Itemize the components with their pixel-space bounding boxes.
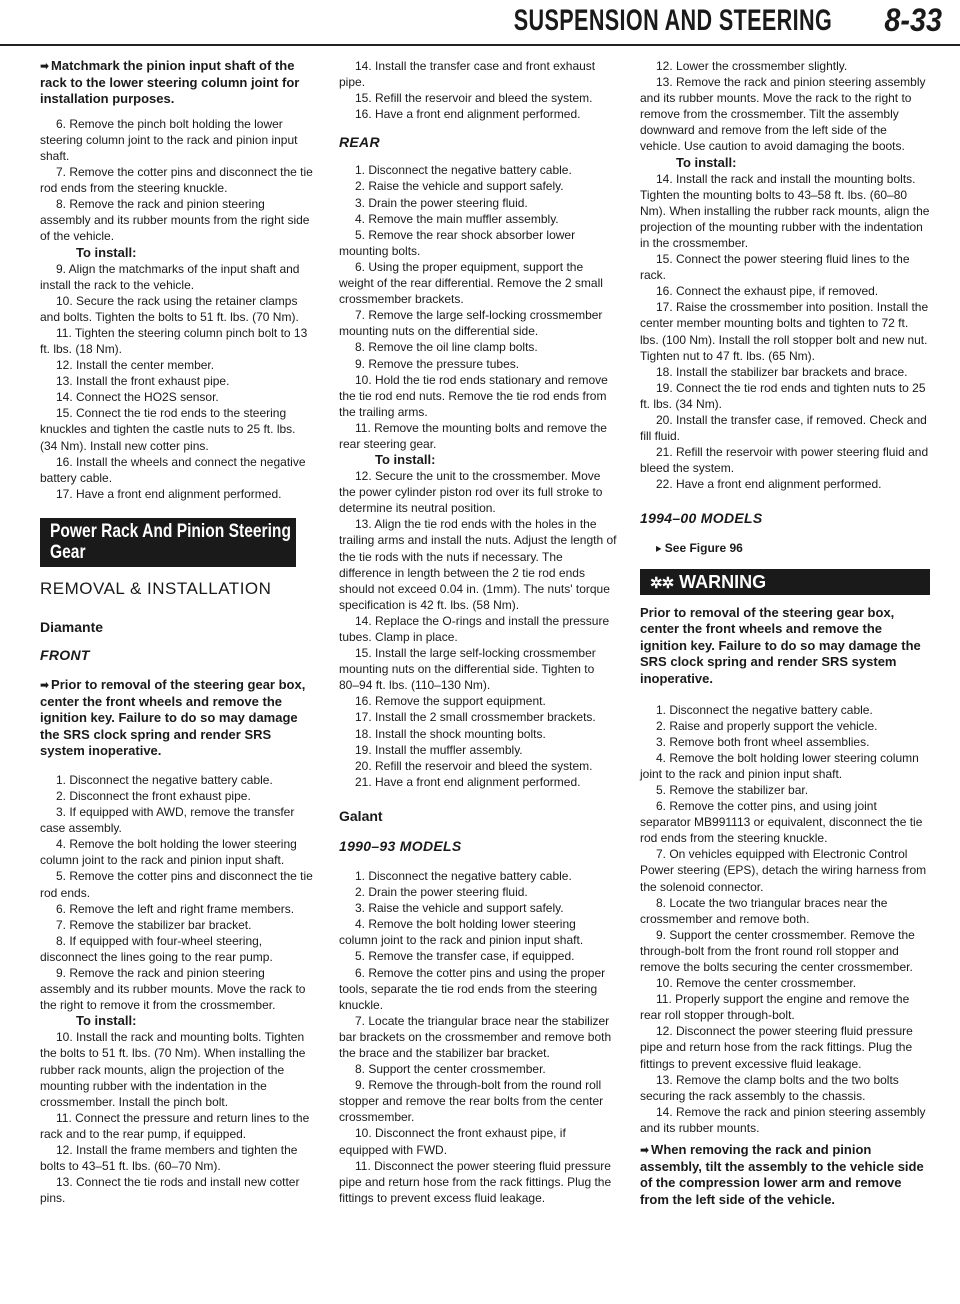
step: 16. Have a front end alignment performed. [355,107,581,122]
step: 3. Raise the vehicle and support safely. [355,901,564,916]
step: 2. Raise the vehicle and support safely. [355,179,564,194]
caution-note: ➡ Prior to removal of the steering gear box, center the front wheels and remove the ignition key. Failure to do so may damage the SRS clock spring and render SRS system inoperative. [40,676,306,759]
step: 15. Refill the reservoir and bleed the system. [355,91,593,106]
step: 9. Remove the through-bolt from the round roll stopper and remove the rear bolts from the center crossmember. [339,1078,604,1125]
step: 10. Hold the tie rod ends stationary and remove the tie rod end nuts. Remove the tie rod ends from the trailing arms. [339,372,608,419]
warning-text: Prior to removal of the steering gear box, center the front wheels and remove the ignition key. Failure to do so may damage the SRS clock spring and render SRS system inoperative. [640,604,921,686]
step: 14. Remove the rack and pinion steering assembly and its rubber mounts. [640,1104,926,1135]
page-header [0,0,960,46]
step: 11. Disconnect the power steering fluid pressure pipe and return hose from the rack fittings. Plug the fittings to prevent excess fluid leakage. [339,1158,612,1205]
step: 7. On vehicles equipped with Electronic Control Power steering (EPS), detach the wiring harness from the solenoid connector. [640,847,927,894]
install-label: To install: [375,452,436,468]
step: 10. Install the rack and mounting bolts. Tighten the bolts to 51 ft. lbs. (70 Nm). When installing the rubber rack mounts, align the projection of the mounting rubber with the indentation in the crossmember. Install the pinch bolt. [40,1030,306,1109]
step: 16. Connect the exhaust pipe, if removed. [656,284,879,299]
step: 14. Connect the HO2S sensor. [56,390,219,405]
step: 10. Secure the rack using the retainer clamps and bolts. Tighten the bolts to 51 ft. lbs. (70 Nm). [40,293,299,324]
step: 11. Connect the pressure and return lines to the rack and to the rear pump, if equipped. [40,1110,310,1141]
step: 17. Raise the crossmember into position. Install the center member mounting bolts and tighten to 72 ft. lbs. (100 Nm). Install the roll stopper bolt and new nut. Tighten nut to 47 ft. lbs. (65 Nm). [640,300,929,363]
step: 2. Drain the power steering fluid. [355,885,528,900]
step: 6. Using the proper equipment, support the weight of the rear differential. Remove the 2 small crossmember brackets. [339,259,603,307]
step: 7. Remove the cotter pins and disconnect the tie rod ends from the steering knuckle. [40,165,313,196]
step: 12. Secure the unit to the crossmember. Move the power cylinder piston rod over its full stroke to determine its neutral position. [339,469,603,516]
step: 7. Remove the stabilizer bar bracket. [56,917,252,932]
step: 7. Remove the large self-locking crossmember mounting nuts on the differential side. [339,308,603,339]
step: 15. Connect the power steering fluid lines to the rack. [640,252,910,283]
step: 8. If equipped with four-wheel steering, disconnect the lines going to the rear pump. [40,933,273,964]
install-label: To install: [76,244,137,260]
subheading-1990-93: 1990–93 MODELS [339,837,462,854]
step: 17. Have a front end alignment performed. [56,486,282,501]
section-banner [40,518,296,567]
step: 10. Remove the center crossmember. [656,976,857,991]
step: 8. Remove the oil line clamp bolts. [355,340,538,355]
step: 6. Remove the pinch bolt holding the lower steering column joint to the rack and pinion input shaft. [40,116,298,163]
step: 13. Remove the rack and pinion steering assembly and its rubber mounts. Move the rack to the right to remove from the crossmember. Tilt the assembly downward and remove from the left side of the vehicle. Use caution to avoid damaging the boots. [640,75,926,154]
step: 19. Install the muffler assembly. [355,742,523,757]
column-3 [640,58,930,1208]
step: 5. Remove the stabilizer bar. [656,782,809,797]
subheading-rear: REAR [339,134,380,151]
step: 13. Install the front exhaust pipe. [56,374,230,389]
install-label: To install: [676,154,737,170]
step: 3. If equipped with AWD, remove the transfer case assembly. [40,805,295,836]
step: 22. Have a front end alignment performed. [656,477,882,492]
step: 5. Remove the rear shock absorber lower mounting bolts. [339,227,576,258]
warning-icon: ✲✲ [650,574,674,592]
step: 4. Remove the bolt holding lower steering column joint to the rack and pinion input shaft. [339,917,584,948]
note-arrow-icon: ➡ [40,59,50,73]
note-arrow-icon: ➡ [640,1143,650,1158]
step: 21. Have a front end alignment performed. [355,774,581,789]
step: 8. Locate the two triangular braces near the crossmember and remove both. [640,895,888,926]
step: 14. Install the transfer case and front exhaust pipe. [339,59,596,90]
step: 7. Locate the triangular brace near the stabilizer bar brackets on the crossmember and remove both the brace and the stabilizer bar bracket. [339,1013,612,1060]
step: 4. Remove the bolt holding lower steering column joint to the rack and pinion input shaft. [640,750,919,781]
step: 15. Connect the tie rod ends to the steering knuckles and tighten the castle nuts to 25 ft. lbs. (34 Nm). Install new cotter pins. [40,406,296,453]
step: 1. Disconnect the negative battery cable. [56,772,273,787]
step: 10. Disconnect the front exhaust pipe, if equipped with FWD. [339,1126,566,1157]
page-title: SUSPENSION AND STEERING [513,4,832,37]
step: 9. Align the matchmarks of the input shaft and install the rack to the vehicle. [40,261,300,292]
step: 11. Properly support the engine and remove the rear roll stopper through-bolt. [640,992,910,1023]
banner-line-2: Gear [50,541,86,563]
removal-heading: REMOVAL & INSTALLATION [40,578,272,598]
step: 16. Remove the support equipment. [355,694,546,709]
subheading-1994-00: 1994–00 MODELS [640,510,763,527]
matchmark-note: ➡ Matchmark the pinion input shaft of the rack to the lower steering column joint for installation purposes. [40,58,300,107]
step: 8. Support the center crossmember. [355,1062,546,1077]
step: 12. Disconnect the power steering fluid pressure pipe and return hose from the rack fittings. Plug the fittings to prevent excessive fluid leakage. [640,1024,913,1071]
step: 6. Remove the cotter pins and using the proper tools, separate the tie rod ends from the steering knuckle. [339,965,606,1012]
step: 18. Install the stabilizer bar brackets and brace. [656,364,908,379]
warning-banner: ✲✲ WARNING [640,569,930,595]
step: 9. Remove the pressure tubes. [355,356,520,371]
step: 9. Remove the rack and pinion steering assembly and its rubber mounts. Move the rack to the right to remove it from the crossmember. [40,966,306,1013]
step: 12. Install the frame members and tighten the bolts to 43–51 ft. lbs. (60–70 Nm). [40,1142,298,1174]
model-heading-diamante: Diamante [40,618,104,635]
step: 3. Remove both front wheel assemblies. [656,734,870,749]
step: 4. Remove the main muffler assembly. [355,211,559,226]
step: 12. Install the center member. [56,358,215,373]
step: 2. Raise and properly support the vehicle. [656,718,878,733]
model-heading-galant: Galant [339,807,383,824]
step: 12. Lower the crossmember slightly. [656,59,848,73]
step: 13. Align the tie rod ends with the holes in the trailing arms and install the nuts. Adjust the length of the tie rods with the nuts if necessary. The difference in length between the 2 tie rod ends should not exceed 0.04 in. (1mm). The nuts' torque specification is 42 ft. lbs. (58 Nm). [339,517,617,612]
step: 8. Remove the rack and pinion steering assembly and its rubber mounts from the right side of the vehicle. [40,197,310,244]
step: 2. Disconnect the front exhaust pipe. [56,789,251,803]
column-1 [40,58,314,1206]
note-arrow-icon: ➡ [40,677,50,692]
step: 16. Install the wheels and connect the negative battery cable. [40,454,306,485]
step: 21. Refill the reservoir with power steering fluid and bleed the system. [640,445,929,476]
step: 9. Support the center crossmember. Remove the through-bolt from the front round roll stopper and remove the bolts securing the center crossmember. [640,927,915,974]
figure-arrow-icon: ▸ [656,541,665,556]
step: 14. Install the rack and install the mounting bolts. Tighten the mounting bolts to 43–58 ft. lbs. (60–80 Nm). When installing the rubber rack mounts, align the projection of the mounting rubber with the indentation in the crossmember. [640,171,930,250]
step: 5. Remove the transfer case, if equipped. [355,949,575,964]
step: 6. Remove the left and right frame members. [56,901,295,916]
step: 3. Drain the power steering fluid. [355,195,528,210]
step: 20. Install the transfer case, if removed. Check and fill fluid. [640,412,927,444]
step: 14. Replace the O-rings and install the pressure tubes. Clamp in place. [339,613,610,644]
step: 5. Remove the cotter pins and disconnect the tie rod ends. [40,869,313,900]
step: 1. Disconnect the negative battery cable. [656,702,873,717]
column-2 [339,58,617,1206]
subheading-front: FRONT [40,646,90,663]
step: 18. Install the shock mounting bolts. [355,726,546,741]
step: 19. Connect the tie rod ends and tighten nuts to 25 ft. lbs. (34 Nm). [640,380,926,411]
step: 1. Disconnect the negative battery cable. [355,868,572,883]
step: 1. Disconnect the negative battery cable. [355,163,572,178]
page-number: 8-33 [884,2,942,38]
step: 17. Install the 2 small crossmember brackets. [355,710,596,725]
step: 13. Remove the clamp bolts and the two bolts securing the rack assembly to the chassis. [640,1072,899,1103]
step: 13. Connect the tie rods and install new cotter pins. [40,1175,300,1206]
step: 20. Refill the reservoir and bleed the system. [355,758,593,773]
step: 4. Remove the bolt holding the lower steering column joint to the rack and pinion input shaft. [40,837,297,868]
install-label: To install: [76,1013,137,1029]
removal-note: ➡ When removing the rack and pinion assembly, tilt the assembly to the vehicle side of the compression lower arm and remove from the left side of the vehicle. [640,1142,924,1207]
step: 6. Remove the cotter pins, and using joint separator MB991113 or equivalent, disconnect the tie rod ends from the steering knuckle. [640,799,923,846]
step: 11. Tighten the steering column pinch bolt to 13 ft. lbs. (18 Nm). [40,325,308,356]
banner-line-1: Power Rack And Pinion Steering [50,520,291,542]
see-figure: ▸ See Figure 96 [656,541,743,556]
step: 15. Install the large self-locking crossmember mounting nuts on the differential side. Tighten to 80–94 ft. lbs. (110–130 Nm). [339,646,596,693]
step: 11. Remove the mounting bolts and remove the rear steering gear. [339,420,607,451]
